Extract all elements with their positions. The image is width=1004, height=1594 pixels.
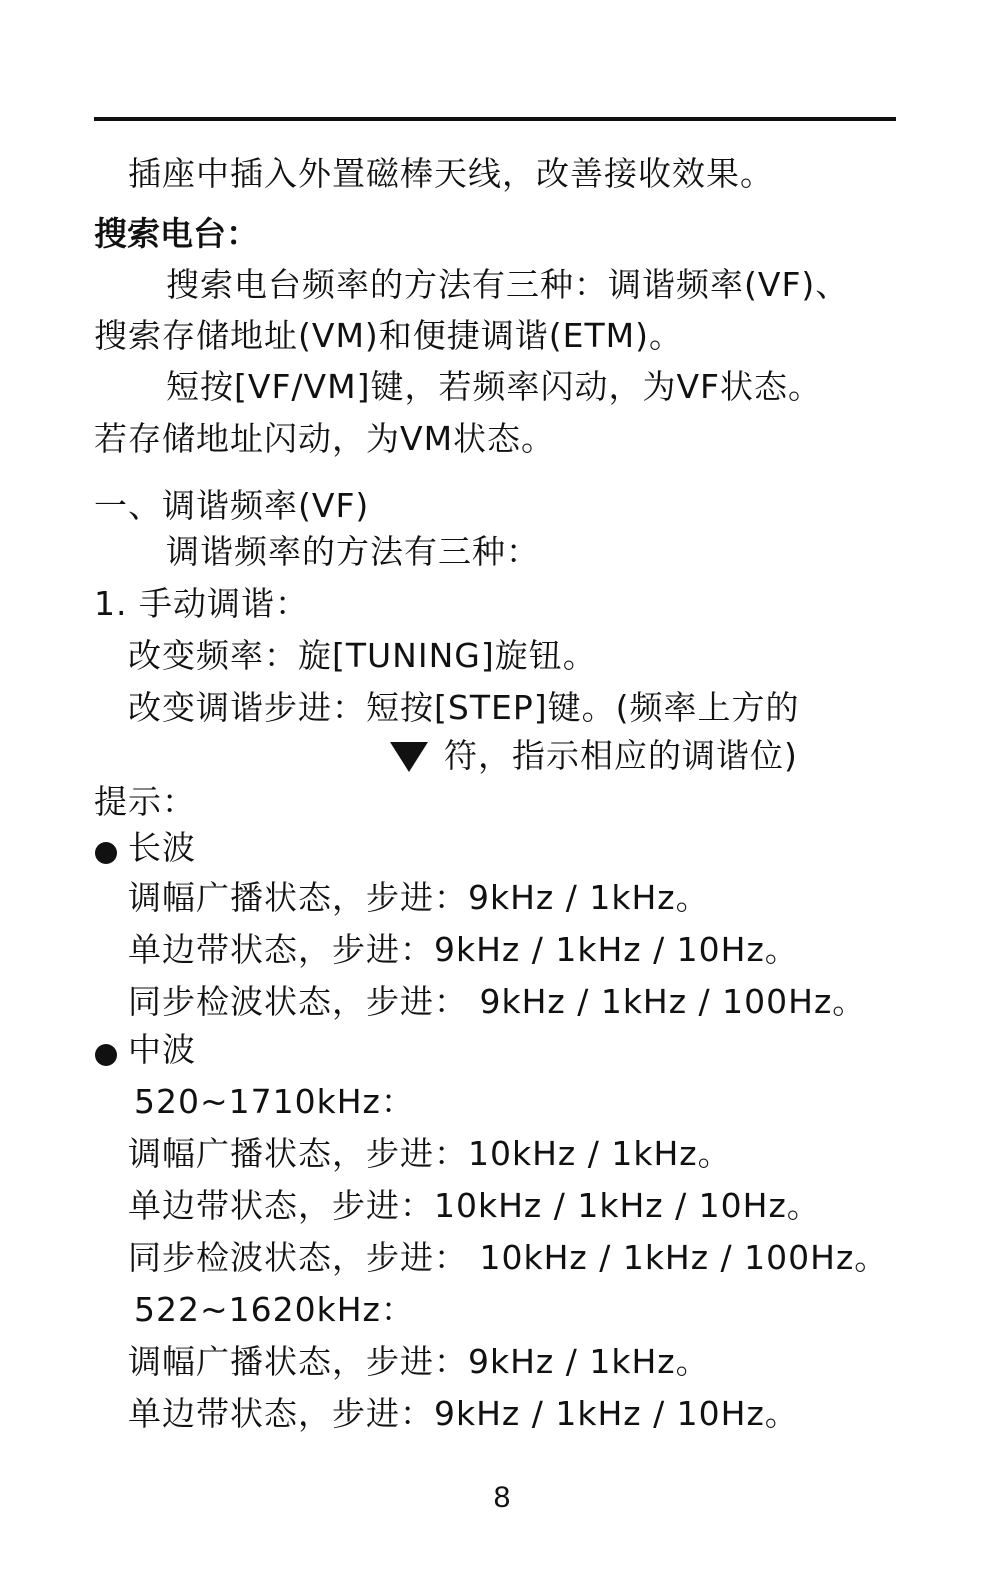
text-line: 改变频率：旋[TUNING]旋钮。 bbox=[128, 636, 597, 675]
text-line: 同步检波状态，步进： 10kHz / 1kHz / 100Hz。 bbox=[128, 1238, 889, 1277]
page-number: 8 bbox=[493, 1481, 511, 1514]
text-line: 调幅广播状态，步进：9kHz / 1kHz。 bbox=[128, 878, 710, 917]
frequency-range-label: 520~1710kHz： bbox=[134, 1082, 415, 1121]
text-line: 搜索存储地址(VM)和便捷调谐(ETM)。 bbox=[94, 316, 684, 355]
top-rule bbox=[94, 117, 896, 121]
bullet-icon bbox=[95, 1044, 117, 1066]
text-line: 符，指示相应的调谐位) bbox=[444, 736, 798, 775]
list-item-label: 长波 bbox=[128, 828, 196, 867]
text-line: 调幅广播状态，步进：9kHz / 1kHz。 bbox=[128, 1342, 710, 1381]
text-line: 调谐频率的方法有三种： bbox=[166, 532, 540, 571]
section-heading: 搜索电台： bbox=[94, 214, 259, 253]
text-line: 单边带状态，步进：9kHz / 1kHz / 10Hz。 bbox=[128, 1394, 799, 1433]
text-line: 短按[VF/VM]键，若频率闪动，为VF状态。 bbox=[166, 367, 823, 406]
list-item-label: 中波 bbox=[128, 1030, 196, 1069]
text-line: 改变调谐步进：短按[STEP]键。(频率上方的 bbox=[128, 688, 800, 727]
text-line: 调幅广播状态，步进：10kHz / 1kHz。 bbox=[128, 1134, 732, 1173]
text-line: 单边带状态，步进：9kHz / 1kHz / 10Hz。 bbox=[128, 930, 799, 969]
text-line: 插座中插入外置磁棒天线，改善接收效果。 bbox=[128, 154, 774, 193]
text-line: 单边带状态，步进：10kHz / 1kHz / 10Hz。 bbox=[128, 1186, 821, 1225]
bullet-icon bbox=[95, 842, 117, 864]
list-heading: 1. 手动调谐： bbox=[94, 584, 309, 623]
tip-label: 提示： bbox=[94, 782, 196, 821]
text-line: 搜索电台频率的方法有三种：调谐频率(VF)、 bbox=[166, 265, 850, 304]
frequency-range-label: 522~1620kHz： bbox=[134, 1290, 415, 1329]
subsection-heading: 一、调谐频率(VF) bbox=[94, 486, 370, 525]
text-line: 若存储地址闪动，为VM状态。 bbox=[94, 419, 556, 458]
down-triangle-icon bbox=[390, 742, 428, 772]
text-line: 同步检波状态，步进： 9kHz / 1kHz / 100Hz。 bbox=[128, 982, 867, 1021]
